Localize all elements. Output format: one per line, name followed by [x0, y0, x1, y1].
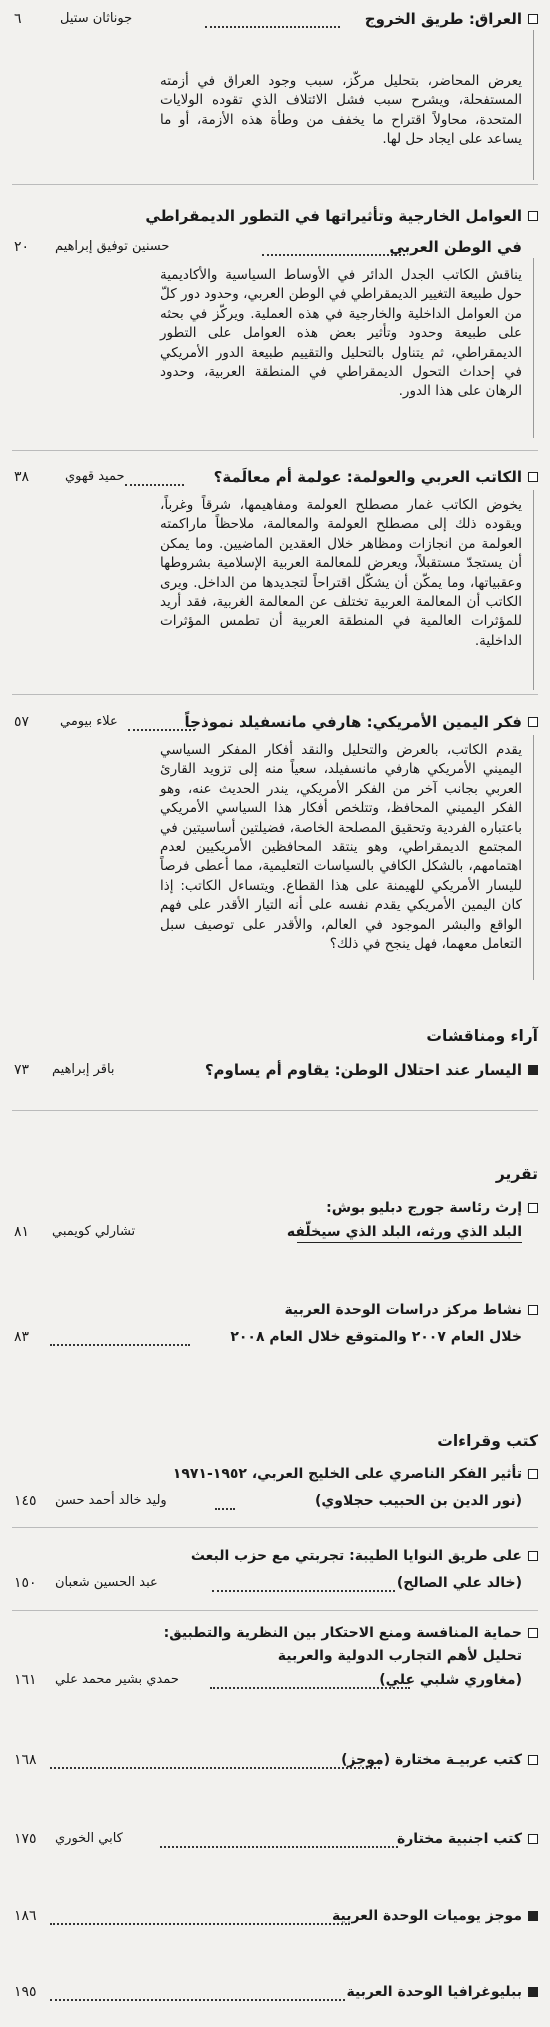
- book-title[interactable]: حماية المنافسة ومنع الاحتكار بين النظرية والتطبيق:: [163, 1625, 522, 1641]
- opinion-title[interactable]: اليسار عند احتلال الوطن: يقاوم أم يساوم؟: [204, 1061, 522, 1079]
- page-number: ٦: [14, 11, 22, 27]
- margin-line: [533, 735, 534, 980]
- report-title[interactable]: نشاط مركز دراسات الوحدة العربية: [284, 1302, 522, 1318]
- leader-dots: [125, 484, 184, 486]
- opinion-author: باقر إبراهيم: [52, 1062, 115, 1077]
- section-heading-books: كتب وقراءات: [437, 1432, 538, 1450]
- leader-dots: [262, 254, 405, 256]
- page-number: ٨١: [14, 1224, 30, 1240]
- reviewer: حمدي بشير محمد علي: [55, 1672, 179, 1687]
- leader-dots: [160, 1846, 398, 1848]
- leader-dots: [128, 729, 195, 731]
- separator: [12, 1110, 538, 1111]
- reviewer: كابي الخوري: [55, 1831, 123, 1846]
- leader-dots: [50, 1767, 380, 1769]
- page-number: ٧٣: [14, 1062, 30, 1078]
- leader-dots: [50, 1999, 345, 2001]
- page-number: ١٨٦: [14, 1908, 37, 1924]
- reviewer: عبد الحسين شعبان: [55, 1575, 158, 1590]
- bullet-box-icon: [528, 1834, 538, 1844]
- bullet-box-icon: [528, 211, 538, 221]
- article-author: علاء بيومي: [60, 714, 118, 729]
- book-title-line2[interactable]: تحليل لأهم التجارب الدولية والعربية: [277, 1648, 522, 1664]
- bullet-box-icon: [528, 1911, 538, 1921]
- section-heading-opinions: آراء ومناقشات: [426, 1027, 538, 1045]
- page-number: ٢٠: [14, 239, 30, 255]
- bullet-box-icon: [528, 1628, 538, 1638]
- leader-dots: [212, 1590, 395, 1592]
- leader-dots: [215, 1508, 235, 1510]
- separator: [12, 1610, 538, 1611]
- article-title[interactable]: العراق: طريق الخروج: [364, 10, 522, 28]
- report-title-line2[interactable]: خلال العام ٢٠٠٧ والمتوقع خلال العام ٢٠٠٨: [230, 1329, 522, 1345]
- report-author: تشارلي كويمبي: [52, 1224, 136, 1239]
- book-title[interactable]: كتب عربيـة مختارة (موجز): [341, 1752, 522, 1768]
- leader-dots: [50, 1344, 190, 1346]
- bullet-box-icon: [528, 1065, 538, 1075]
- book-author-original: (خالد علي الصالح): [396, 1575, 522, 1591]
- leader-dots: [210, 1687, 410, 1689]
- leader-dots: [205, 26, 340, 28]
- bullet-box-icon: [528, 14, 538, 24]
- book-title[interactable]: تأثير الفكر الناصري على الخليج العربي، ١٩٥٢-١٩٧١: [172, 1466, 522, 1482]
- page-number: ١٩٥: [14, 1984, 37, 2000]
- book-author-original: (نور الدين بن الحبيب حجلاوي): [315, 1493, 522, 1509]
- bullet-box-icon: [528, 1755, 538, 1765]
- leader-dots: [50, 1923, 350, 1925]
- margin-line: [533, 30, 534, 180]
- separator: [12, 184, 538, 185]
- article-abstract: يقدم الكاتب، بالعرض والتحليل والنقد أفكار المفكر السياسي اليميني الأمريكي هارفي مانسفيلد، سعياً منه إلى تزويد القارئ العربي بجانب آخر من الفكر الأمريكي، يندر الحديث عنه، وهو الفكر اليميني المحافظ، وتتلخص أفكار هذا السياسي الأمريكي باعتباره الفردية وتحقيق المصلحة الخاصة، فضيلتين أساسيتين في المجتمع الديمقراطي، وهو ينتقد المحافظين الأمريكيين لعدم اهتمامهم، بالشكل الكافي بالسياسات التعليمية، مما أعطى فرصاً لليسار الأمريكي للهيمنة على هذا القطاع. ويتساءل الكاتب: إذا كان اليمين الأمريكي يقدم نفسه على أنه التيار الأقدر على فهم الواقع والبشر الموجود في العالم، والأقدر على توصيف سبل التعامل معهما، فهل ينجح في ذلك؟: [160, 742, 522, 953]
- page-number: ٥٧: [14, 714, 30, 730]
- article-author: حسنين توفيق إبراهيم: [55, 239, 170, 254]
- separator: [12, 694, 538, 695]
- book-title[interactable]: على طريق النوايا الطيبة: تجربتي مع حزب البعث: [190, 1548, 522, 1564]
- book-author-original: (مغاوري شلبي علي): [379, 1672, 522, 1688]
- bullet-box-icon: [528, 472, 538, 482]
- page-number: ١٦١: [14, 1672, 37, 1688]
- bullet-box-icon: [528, 1203, 538, 1213]
- report-title-line2[interactable]: البلد الذي ورثه، البلد الذي سيخلّفه: [286, 1224, 522, 1240]
- title-underline: [297, 1242, 522, 1243]
- separator: [12, 450, 538, 451]
- reviewer: وليد خالد أحمد حسن: [55, 1493, 167, 1508]
- bullet-box-icon: [528, 1469, 538, 1479]
- article-title[interactable]: فكر اليمين الأمريكي: هارفي مانسفيلد نموذجاً: [184, 713, 522, 731]
- article-abstract: يعرض المحاضر، بتحليل مركّز، سبب وجود العراق في أزمته المستفحلة، ويشرح سبب فشل الائتلاف الذي تقوده الولايات المتحدة، محاولاً اقتراح ما يخفف من وطأة هذه الأزمة، أو ما يساعد على ايجاد حل لها.: [160, 73, 522, 148]
- separator: [12, 1527, 538, 1528]
- page-number: ١٧٥: [14, 1831, 37, 1847]
- bullet-box-icon: [528, 717, 538, 727]
- bullet-box-icon: [528, 1551, 538, 1561]
- closing-title[interactable]: ببليوغرافيا الوحدة العربية: [346, 1984, 522, 2000]
- page-number: ١٥٠: [14, 1575, 37, 1591]
- page-number: ٣٨: [14, 469, 30, 485]
- report-title[interactable]: إرث رئاسة جورج دبليو بوش:: [326, 1200, 522, 1216]
- article-title-line2[interactable]: في الوطن العربي: [389, 238, 522, 256]
- article-title[interactable]: العوامل الخارجية وتأثيراتها في التطور الديمقراطي: [145, 207, 522, 225]
- article-title[interactable]: الكاتب العربي والعولمة: عولمة أم معالَمة؟: [213, 468, 522, 486]
- article-author: حميد قهوي: [65, 469, 125, 484]
- bullet-box-icon: [528, 1987, 538, 1997]
- article-abstract: يخوض الكاتب غمار مصطلح العولمة ومفاهيمها، شرقاً وغرباً، ويقوده ذلك إلى مصطلح العولمة والمعالمة، ملاحظاً ماراكمته العولمة من انجازات ومظاهر خلال العقدين الماضيين. وما يمكن أن يستجدّ مستقبلاً، ويعرض للمعالمة العربية الإسلامية بشروطها وعقبياتها، وما يمكّن أن يشكّل اقتراحاً لتجديدها من الداخل. ويرى الكاتب أن المعالمة العربية تختلف عن المعالمة الغربية، فقد أريد للمؤثرات العالمية في المنطقة العربية أن تطمس المؤثرات الداخلية.: [160, 497, 522, 649]
- section-heading-report: تقرير: [495, 1165, 538, 1183]
- page-number: ١٤٥: [14, 1493, 37, 1509]
- page-number: ٨٣: [14, 1329, 30, 1345]
- bullet-box-icon: [528, 1305, 538, 1315]
- article-author: جوناثان ستيل: [60, 11, 133, 26]
- page-number: ١٦٨: [14, 1752, 37, 1768]
- margin-line: [533, 258, 534, 438]
- margin-line: [533, 490, 534, 690]
- book-title[interactable]: كتب اجنبية مختارة: [396, 1831, 522, 1847]
- closing-title[interactable]: موجز يوميات الوحدة العربية: [331, 1908, 522, 1924]
- article-abstract: يناقش الكاتب الجدل الدائر في الأوساط السياسية والأكاديمية حول طبيعة التغيير الديمقراطي في الوطن العربي، وحدود دور كلّ من العوامل الداخلية والخارجية في هذه العملية. ويركّز في بحثه على طبيعة وحدود وتأثير بعض هذه العوامل على التطور الديمقراطي، ثم يتناول بالتحليل والتقييم طبيعة الدور الأمريكي في إحداث التحول الديمقراطي في المنطقة العربية، وحدود الرهان على هذا الدور.: [160, 267, 522, 400]
